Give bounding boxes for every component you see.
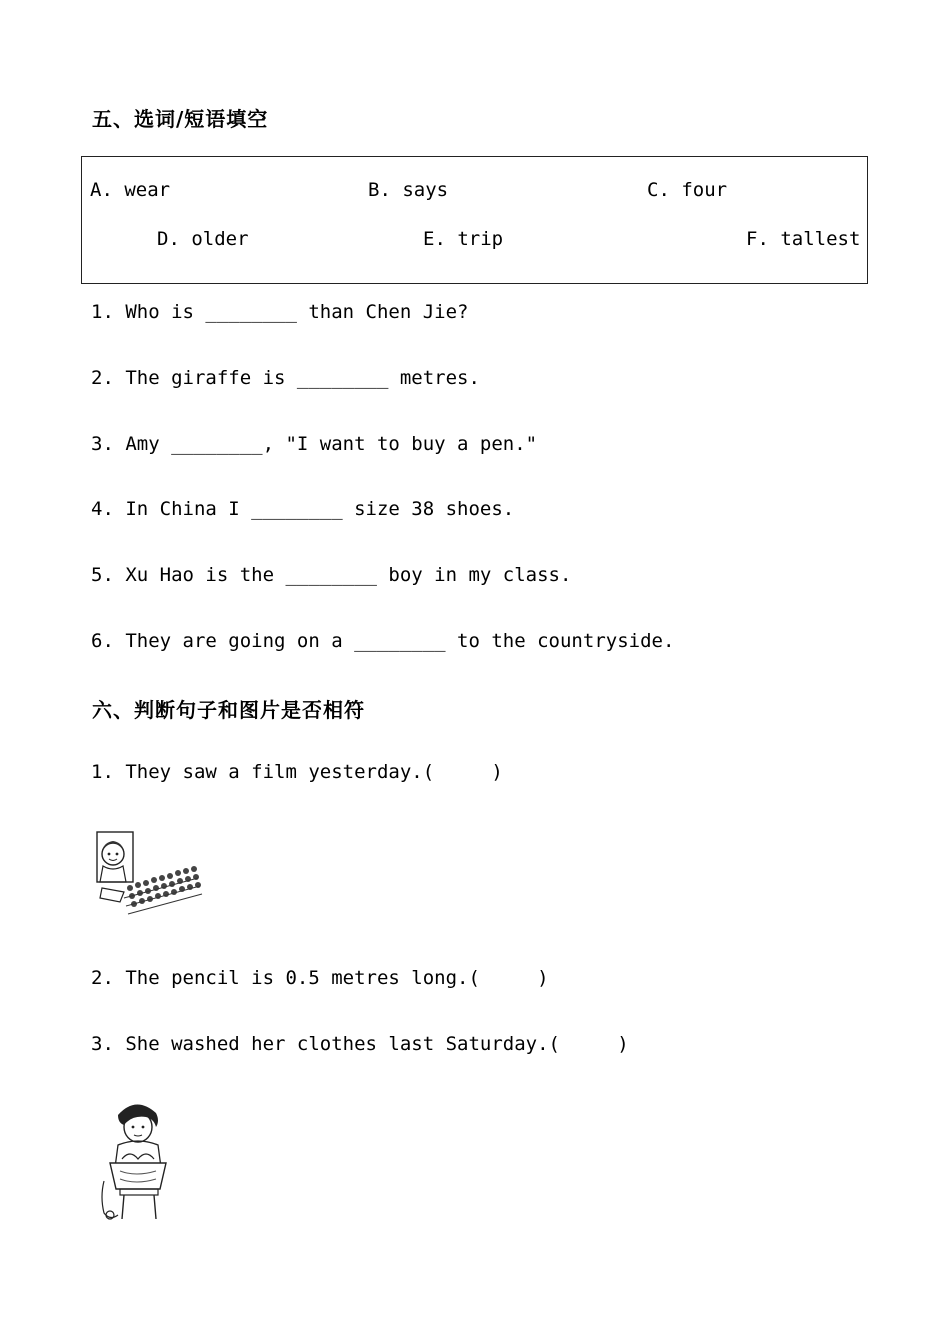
fill-question-5: 5. Xu Hao is the ________ boy in my class. (91, 564, 572, 586)
fill-question-2: 2. The giraffe is ________ metres. (91, 367, 480, 389)
option-b: B. says (368, 179, 449, 201)
fill-question-3: 3. Amy ________, "I want to buy a pen." (91, 433, 538, 455)
fill-question-4: 4. In China I ________ size 38 shoes. (91, 498, 515, 520)
word-bank-box (81, 156, 868, 284)
cinema-audience-illustration-icon (94, 828, 206, 920)
option-e: E. trip (423, 228, 504, 250)
judge-question-1: 1. They saw a film yesterday.( ) (91, 761, 503, 783)
judge-question-3: 3. She washed her clothes last Saturday.( ) (91, 1033, 629, 1055)
option-a: A. wear (90, 179, 171, 201)
option-f: F. tallest (746, 228, 861, 250)
judge-question-2: 2. The pencil is 0.5 metres long.( ) (91, 967, 549, 989)
girl-washing-clothes-illustration-icon (96, 1097, 174, 1223)
option-d: D. older (157, 228, 249, 250)
section5-heading: 五、选词/短语填空 (92, 107, 269, 131)
fill-question-1: 1. Who is ________ than Chen Jie? (91, 301, 469, 323)
option-c: C. four (647, 179, 728, 201)
section6-heading: 六、判断句子和图片是否相符 (92, 698, 365, 722)
fill-question-6: 6. They are going on a ________ to the countryside. (91, 630, 675, 652)
